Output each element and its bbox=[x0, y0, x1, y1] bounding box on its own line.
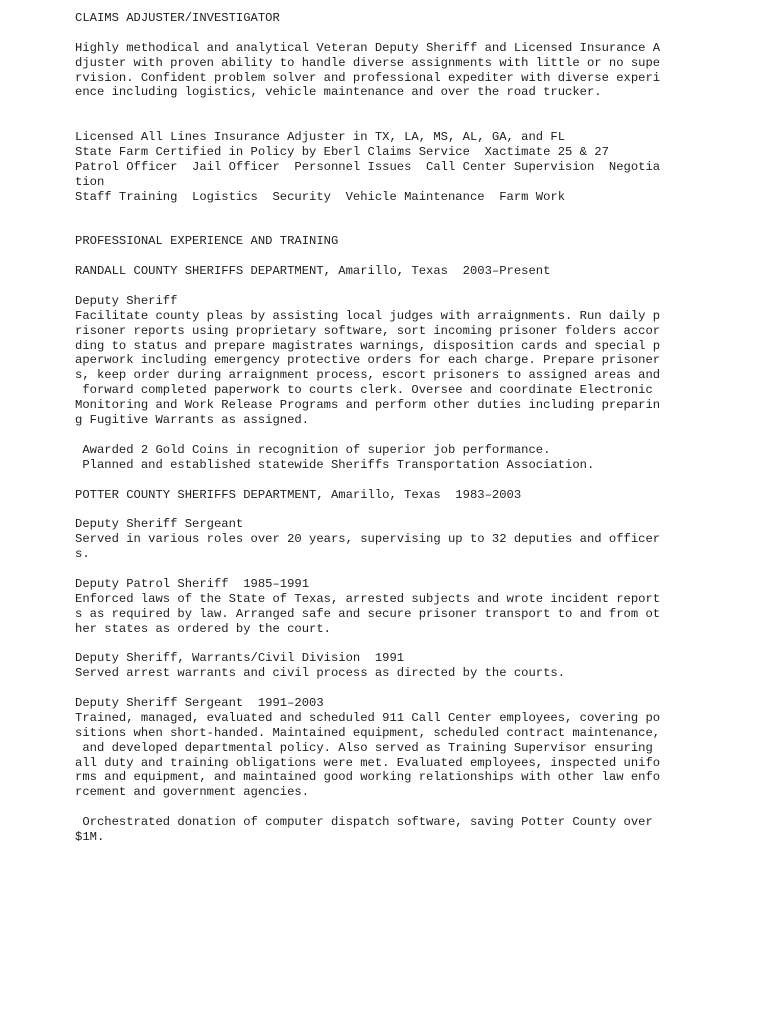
blank-line bbox=[75, 636, 695, 651]
blank-line bbox=[75, 279, 695, 294]
text-line: and developed departmental policy. Also served as Training Supervisor ensuring bbox=[75, 740, 653, 755]
text-line: ding to status and prepare magistrates warnings, disposition cards and special p bbox=[75, 338, 661, 353]
blank-line bbox=[75, 205, 695, 220]
text-line: Deputy Patrol Sheriff 1985–1991 bbox=[75, 576, 310, 591]
text-line: Awarded 2 Gold Coins in recognition of superior job performance. bbox=[75, 442, 551, 457]
text-line: her states as ordered by the court. bbox=[75, 621, 331, 636]
text-line: g Fugitive Warrants as assigned. bbox=[75, 413, 310, 428]
text-line: rms and equipment, and maintained good working relationships with other law enfo bbox=[75, 770, 661, 785]
blank-line bbox=[75, 473, 695, 488]
text-line: forward completed paperwork to courts clerk. Oversee and coordinate Electronic bbox=[75, 383, 653, 398]
text-line: Planned and established statewide Sheriffs Transportation Association. bbox=[75, 457, 595, 472]
blank-line bbox=[75, 428, 695, 443]
text-line: Orchestrated donation of computer dispatch software, saving Potter County over bbox=[75, 815, 653, 830]
text-line: rvision. Confident problem solver and professional expediter with diverse experi bbox=[75, 70, 661, 85]
text-line: djuster with proven ability to handle diverse assignments with little or no supe bbox=[75, 55, 661, 70]
blank-line bbox=[75, 100, 695, 115]
text-line: Deputy Sheriff bbox=[75, 293, 178, 308]
text-line: Patrol Officer Jail Officer Personnel Issues Call Center Supervision Negotia bbox=[75, 159, 661, 174]
text-line: s, keep order during arraignment process, escort prisoners to assigned areas and bbox=[75, 368, 661, 383]
blank-line bbox=[75, 219, 695, 234]
text-line: s as required by law. Arranged safe and secure prisoner transport to and from ot bbox=[75, 606, 661, 621]
text-line: State Farm Certified in Policy by Eberl Claims Service Xactimate 25 & 27 bbox=[75, 145, 609, 160]
resume-document bbox=[75, 11, 695, 845]
text-line: ence including logistics, vehicle maintenance and over the road trucker. bbox=[75, 85, 602, 100]
text-line: POTTER COUNTY SHERIFFS DEPARTMENT, Amarillo, Texas 1983–2003 bbox=[75, 487, 522, 502]
text-line: Facilitate county pleas by assisting local judges with arraignments. Run daily p bbox=[75, 308, 661, 323]
text-line: Trained, managed, evaluated and scheduled 911 Call Center employees, covering po bbox=[75, 710, 661, 725]
text-line: RANDALL COUNTY SHERIFFS DEPARTMENT, Amarillo, Texas 2003–Present bbox=[75, 264, 551, 279]
text-line: Deputy Sheriff Sergeant 1991–2003 bbox=[75, 695, 324, 710]
text-line: all duty and training obligations were met. Evaluated employees, inspected unifo bbox=[75, 755, 661, 770]
blank-line bbox=[75, 681, 695, 696]
blank-line bbox=[75, 249, 695, 264]
text-line: Highly methodical and analytical Veteran Deputy Sheriff and Licensed Insurance A bbox=[75, 40, 661, 55]
blank-line bbox=[75, 562, 695, 577]
blank-line bbox=[75, 800, 695, 815]
text-line: s. bbox=[75, 547, 90, 562]
text-line: Deputy Sheriff Sergeant bbox=[75, 517, 244, 532]
text-line: Deputy Sheriff, Warrants/Civil Division 1991 bbox=[75, 651, 405, 666]
blank-line bbox=[75, 115, 695, 130]
text-line: rcement and government agencies. bbox=[75, 785, 310, 800]
text-line: Served in various roles over 20 years, supervising up to 32 deputies and officer bbox=[75, 532, 661, 547]
text-line: Monitoring and Work Release Programs and perform other duties including preparin bbox=[75, 398, 661, 413]
text-line: CLAIMS ADJUSTER/INVESTIGATOR bbox=[75, 11, 280, 25]
blank-line bbox=[75, 26, 695, 41]
text-line: sitions when short-handed. Maintained equipment, scheduled contract maintenance, bbox=[75, 725, 661, 740]
text-line: Staff Training Logistics Security Vehicle Maintenance Farm Work bbox=[75, 189, 566, 204]
text-line: Served arrest warrants and civil process as directed by the courts. bbox=[75, 666, 566, 681]
blank-line bbox=[75, 502, 695, 517]
text-line: tion bbox=[75, 174, 105, 189]
text-line: PROFESSIONAL EXPERIENCE AND TRAINING bbox=[75, 234, 339, 249]
text-line: Enforced laws of the State of Texas, arrested subjects and wrote incident report bbox=[75, 591, 661, 606]
text-line: aperwork including emergency protective orders for each charge. Prepare prisoner bbox=[75, 353, 661, 368]
text-line: Licensed All Lines Insurance Adjuster in TX, LA, MS, AL, GA, and FL bbox=[75, 130, 566, 145]
text-line: risoner reports using proprietary software, sort incoming prisoner folders accor bbox=[75, 323, 661, 338]
text-line: $1M. bbox=[75, 829, 105, 844]
